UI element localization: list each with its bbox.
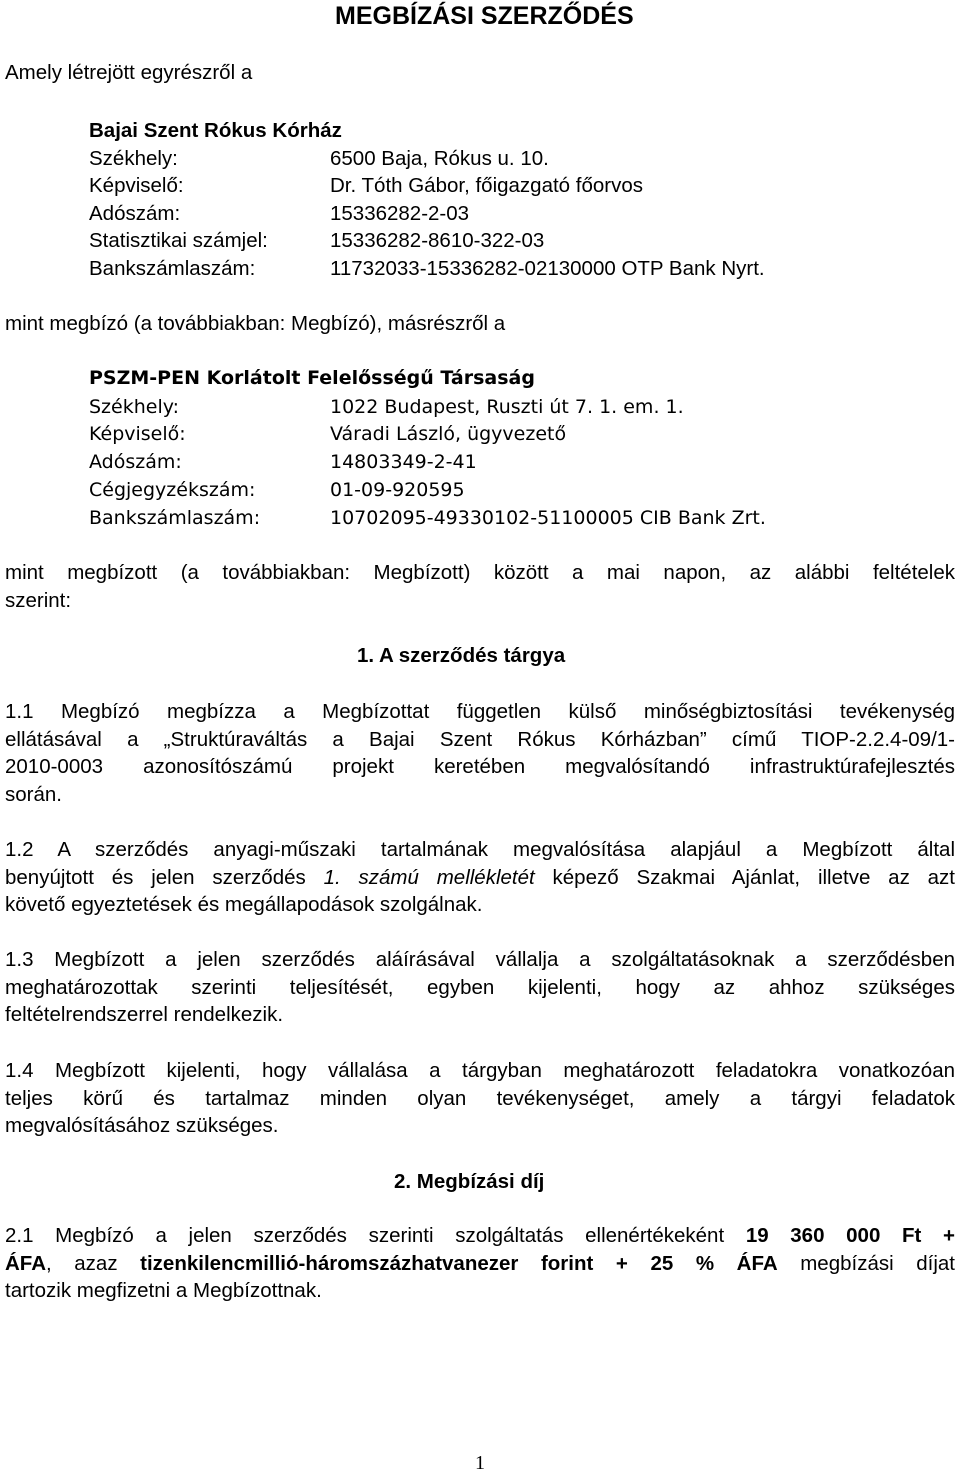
page-number: 1 bbox=[475, 1452, 485, 1474]
vat-label: ÁFA bbox=[5, 1251, 46, 1275]
annex-reference: 1. számú mellékletét bbox=[323, 865, 535, 889]
party1-label: Székhely: bbox=[89, 147, 178, 170]
party1-label: Bankszámlaszám: bbox=[89, 257, 256, 280]
closing-paragraph bbox=[5, 559, 955, 614]
text-line: követő egyeztetések és megállapodások szolgálnak. bbox=[5, 893, 483, 916]
text-line: 1.3 Megbízott a jelen szerződés aláírásával vállalja a szolgáltatásoknak a szerződésben bbox=[5, 948, 955, 971]
text-line bbox=[5, 1250, 955, 1278]
text-line: ellátásával a „Struktúraváltás a Bajai Szent Rókus Kórházban” című TIOP-2.2.4-09/1- bbox=[5, 727, 955, 751]
paragraph-1-2 bbox=[5, 836, 955, 919]
party1-value: 11732033-15336282-02130000 OTP Bank Nyrt. bbox=[330, 257, 765, 280]
party1-value: 6500 Baja, Rókus u. 10. bbox=[330, 147, 549, 170]
text-line: 1.2 A szerződés anyagi-műszaki tartalmának megvalósítása alapjául a Megbízott által bbox=[5, 838, 955, 861]
party1-value: 15336282-8610-322-03 bbox=[330, 229, 545, 252]
text-line: mint megbízott (a továbbiakban: Megbízott) között a mai napon, az alábbi feltételek bbox=[5, 561, 955, 584]
paragraph-2-1 bbox=[5, 1222, 955, 1305]
party2-value: 1022 Budapest, Ruszti út 7. 1. em. 1. bbox=[330, 396, 684, 418]
party1-value: Dr. Tóth Gábor, főigazgató főorvos bbox=[330, 174, 643, 197]
text-run: képező Szakmai Ajánlat, illetve az azt bbox=[534, 865, 956, 889]
party2-value: 01-09-920595 bbox=[330, 479, 465, 501]
text-line: megvalósításához szükséges. bbox=[5, 1114, 279, 1137]
text-line bbox=[5, 864, 955, 892]
text-run: 2.1 Megbízó a jelen szerződés szerinti szolgáltatás ellenértékeként bbox=[5, 1224, 746, 1247]
party1-label: Adószám: bbox=[89, 202, 181, 225]
paragraph-1-4 bbox=[5, 1057, 955, 1140]
party2-value: 10702095-49330102-51100005 CIB Bank Zrt. bbox=[330, 507, 766, 529]
party2-value: Váradi László, ügyvezető bbox=[330, 423, 567, 445]
text-line: szerint: bbox=[5, 588, 72, 612]
party1-value: 15336282-2-03 bbox=[330, 202, 470, 225]
text-run: megbízási díjat bbox=[777, 1251, 955, 1275]
section-heading: 2. Megbízási díj bbox=[394, 1170, 545, 1193]
party2-label: Székhely: bbox=[89, 396, 179, 418]
text-line: 2010-0003 azonosítószámú projekt keretében megvalósítandó infrastruktúrafejlesztés bbox=[5, 755, 955, 778]
fee-amount: 19 360 000 Ft + bbox=[745, 1224, 955, 1247]
document-title: MEGBÍZÁSI SZERZŐDÉS bbox=[335, 2, 634, 30]
fee-in-words: tizenkilencmillió-háromszázhatvanezer forint + 25 % ÁFA bbox=[140, 1251, 778, 1275]
text-line: 1.1 Megbízó megbízza a Megbízottat független külső minőségbiztosítási tevékenység bbox=[5, 700, 955, 723]
paragraph-1-3 bbox=[5, 946, 955, 1029]
party2-label: Cégjegyzékszám: bbox=[89, 479, 256, 501]
text-line: 1.4 Megbízott kijelenti, hogy vállalása a tárgyban meghatározott feladatokra vonatkozóan bbox=[5, 1059, 955, 1082]
text-line: teljes körű és tartalmaz minden olyan tevékenységet, amely a tárgyi feladatok bbox=[5, 1086, 955, 1110]
text-line: feltételrendszerrel rendelkezik. bbox=[5, 1003, 284, 1026]
text-line: során. bbox=[5, 782, 62, 806]
text-run: , azaz bbox=[46, 1251, 141, 1275]
text-line: meghatározottak szerinti teljesítését, egyben kijelenti, hogy az ahhoz szükséges bbox=[5, 975, 955, 999]
party2-name: PSZM-PEN Korlátolt Felelősségű Társaság bbox=[89, 367, 535, 389]
text-run: benyújtott és jelen szerződés bbox=[5, 865, 324, 889]
party2-label: Bankszámlaszám: bbox=[89, 507, 261, 529]
party2-label: Képviselő: bbox=[89, 423, 186, 445]
paragraph-1-1 bbox=[5, 698, 955, 808]
text-line bbox=[5, 1222, 955, 1250]
intro-text: Amely létrejött egyrészről a bbox=[5, 61, 253, 84]
party1-label: Statisztikai számjel: bbox=[89, 229, 268, 252]
party1-name: Bajai Szent Rókus Kórház bbox=[89, 119, 342, 142]
section-heading: 1. A szerződés tárgya bbox=[357, 644, 566, 667]
text-line: tartozik megfizetni a Megbízottnak. bbox=[5, 1279, 322, 1302]
party2-value: 14803349-2-41 bbox=[330, 451, 477, 473]
party1-label: Képviselő: bbox=[89, 174, 184, 197]
between-text: mint megbízó (a továbbiakban: Megbízó), másrészről a bbox=[5, 312, 506, 335]
party2-label: Adószám: bbox=[89, 451, 182, 473]
